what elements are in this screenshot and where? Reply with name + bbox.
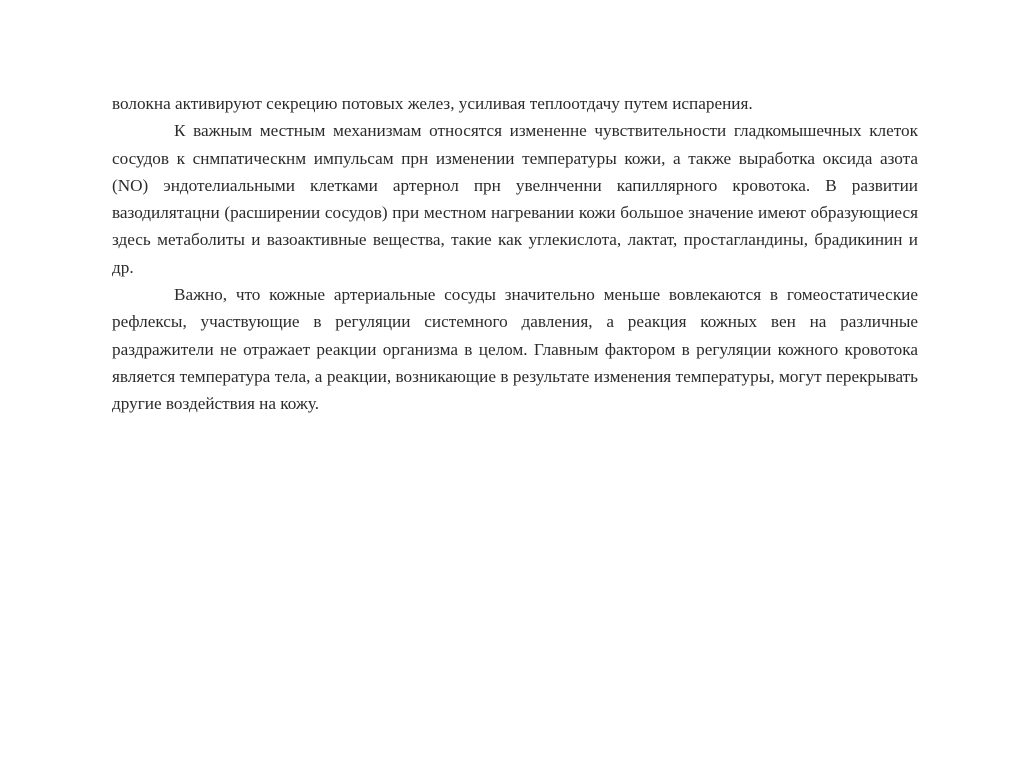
paragraph-3: Важно, что кожные артериальные сосуды значительно меньше вовлекаются в гомеостатические рефлексы, участвующие в регуляции системного давления, а реакция кожных вен на различные раздражители не отражает реакции организма в целом. Главным фактором в регуляции кожного кровотока является температура тела, а реакции, возникающие в результате изменения температуры, могут перекрывать другие воздействия на кожу. [112,285,918,414]
document-body [112,90,918,418]
paragraph-2: К важным местным механизмам относятся измененне чувствительности гладкомышечных клеток сосудов к снмпатическнм импульсам прн изменении температуры кожи, а также выработка оксида азота (NO) эндотелиальными клетками артернол прн увелнченни капиллярного кровотока. В развитии вазодилятацни (расширении сосудов) при местном нагревании кожи большое значение имеют образующиеся здесь метаболиты и вазоактивные вещества, такие как углекислота, лактат, простагландины, брадикинин и др. [112,121,918,277]
paragraph-1: волокна активируют секрецию потовых желез, усиливая теплоотдачу путем испарения. [112,94,753,113]
